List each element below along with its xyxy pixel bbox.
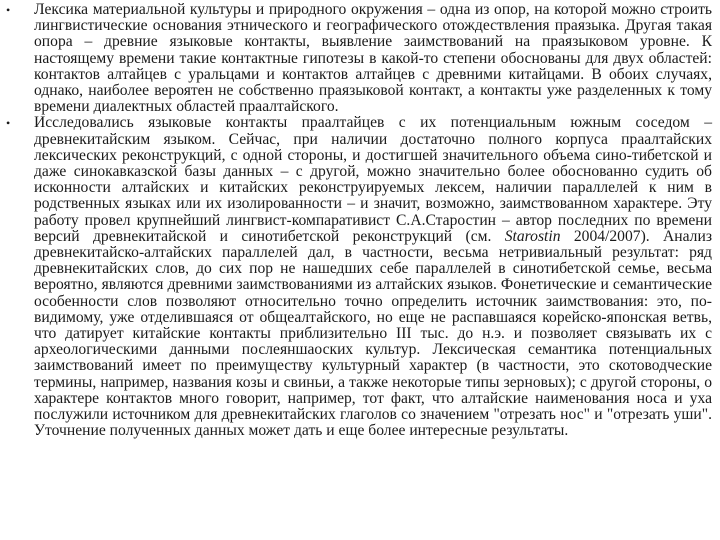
bullet-icon: • [6,3,11,17]
bullet-text: Лексика материальной культуры и природного окружения – одна из опор, на которой можно строить лингвистические основания этнического и географического отождествления праязыка. Другая такая опора – древние языковые контакты, выявление заимствований на праязыковом уровне. К настоящему времени такие контактные гипотезы в какой-то степени обоснованы для двух областей: контактов алтайцев с уральцами и контактов алтайцев с древними китайцами. В обоих случаях, однако, наиболее вероятен не собственно праязыковой контакт, а контакты уже разделенных к тому времени диалектных областей праалтайского. [34,1,712,116]
citation-author: Starostin [504,227,561,245]
bullet-icon: • [6,116,11,131]
bullet-item-material-culture [0,0,720,115]
bullet-text-part-2: 2004/2007). Анализ древнекитайско-алтайских параллелей дал, в частности, весьма нетривиальный результат: ряд древнекитайских слов, до сих пор не нашедших себе параллелей в синотибетской семье, весьма вероятно, являются древними заимствованиями из алтайских языков. Фонетические и семантические особенности слов позволяют относительно точно определить источник заимствования: это, по-видимому, уже отделившаяся от общеалтайского, но еще не распавшаяся корейско-японская ветвь, что датирует китайские контакты приблизительно III тыс. до н.э. и позволяет связывать их с археологическими данными послеяншаоских культур. Лексическая семантика потенциальных заимствований имеет по преимуществу культурный характер (в частности, это скотоводческие термины, например, названия козы и свиньи, а также некоторые типы зерновых); с другой стороны, о характере контактов много говорит, например, тот факт, что алтайские наименования носа и уха послужили источником для древнекитайских глаголов со значением "отрезать нос" и "отрезать уши". Уточнение полученных данных может дать и еще более интересные результаты. [34,227,712,440]
bullet-item-language-contacts [0,115,720,439]
bullet-text-part-1: Исследовались языковые контакты праалтайцев с их потенциальным южным соседом – древнекитайским языком. Сейчас, при наличии достаточно полного корпуса праалтайских лексических реконструкций, с одной стороны, и достигшей значительного объема сино-тибетской и даже синокавказской базы данных – с другой, можно значительно более обоснованно судить об исконности алтайских и китайских реконструируемых лексем, наличии параллелей к ним в родственных языках или их изолированности – и значит, возможно, заимствованном характере. Эту работу провел крупнейший лингвист-компаративист С.А.Старостин – автор последних по времени версий древнекитайской и синотибетской реконструкций (см. [34,114,712,245]
